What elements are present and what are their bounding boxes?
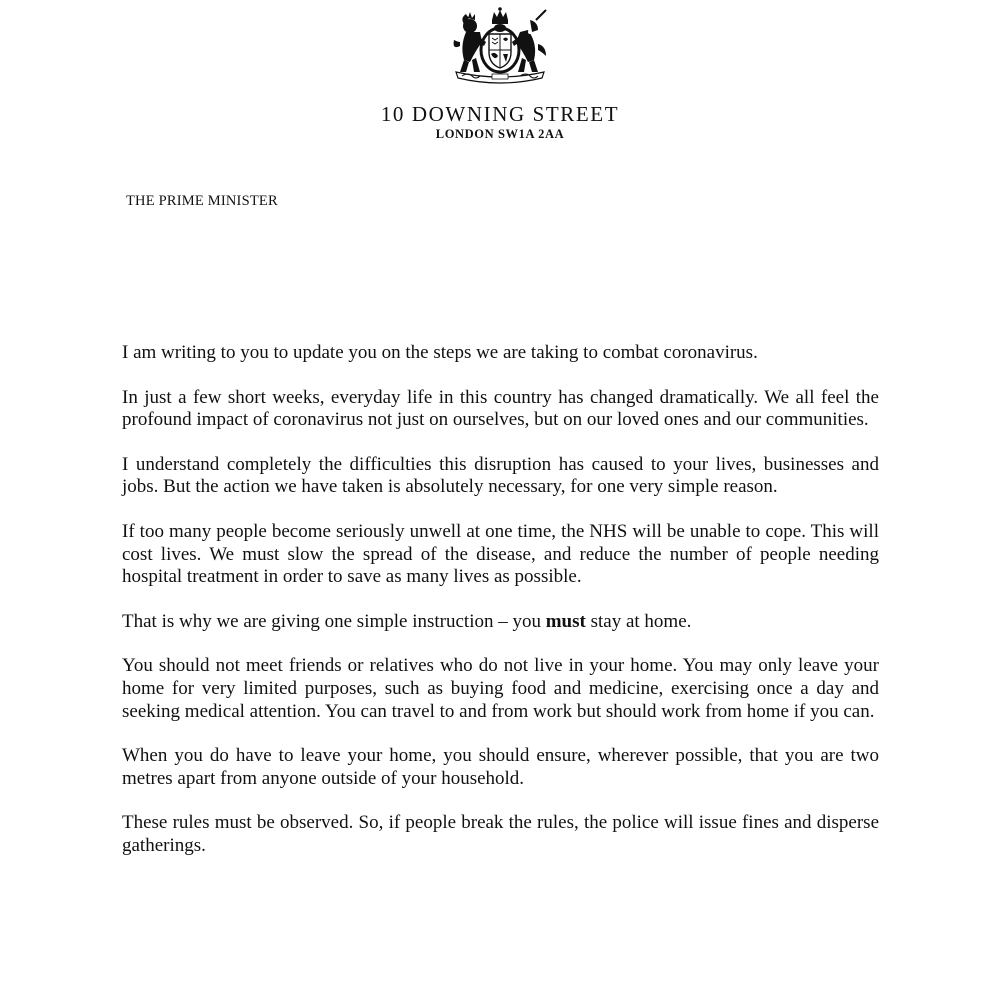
instruction-text-before: That is why we are giving one simple instruction – you	[122, 610, 546, 632]
letter-body	[122, 342, 879, 858]
paragraph: In just a few short weeks, everyday life in this country has changed dramatically. We all feel the profound impact of coronavirus not just on ourselves, but on our loved ones and our communities.	[122, 386, 879, 431]
instruction-paragraph	[122, 611, 879, 634]
instruction-text-after: stay at home.	[585, 610, 692, 632]
sender-title: THE PRIME MINISTER	[126, 193, 278, 209]
address-city-postcode: LONDON SW1A 2AA	[435, 127, 565, 141]
paragraph: You should not meet friends or relatives who do not live in your home. You may only leave your home for very limited purposes, such as buying food and medicine, exercising once a day and seeking medical attention. You can travel to and from work but should work from home if you can.	[122, 655, 879, 722]
address-street: 10 DOWNING STREET	[380, 102, 620, 126]
paragraph: These rules must be observed. So, if people break the rules, the police will issue fines and disperse gatherings.	[122, 812, 879, 856]
paragraph: When you do have to leave your home, you should ensure, wherever possible, that you are two metres apart from anyone outside of your household.	[122, 745, 879, 789]
paragraph: I am writing to you to update you on the steps we are taking to combat coronavirus.	[122, 342, 758, 363]
paragraph: If too many people become seriously unwell at one time, the NHS will be unable to cope. This will cost lives. We must slow the spread of the disease, and reduce the number of people needing hospital treatment in order to save as many lives as possible.	[122, 520, 879, 588]
royal-coat-of-arms-icon	[442, 6, 558, 88]
paragraph: I understand completely the difficulties this disruption has caused to your lives, businesses and jobs. But the action we have taken is absolutely necessary, for one very simple reason.	[122, 453, 879, 498]
instruction-emphasis: must	[545, 610, 586, 632]
